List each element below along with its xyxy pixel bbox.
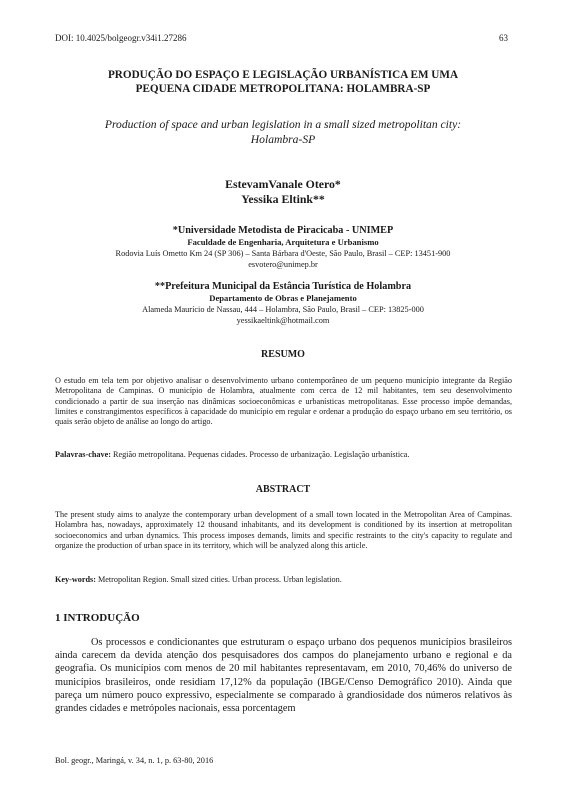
- author-1: EstevamVanale Otero*: [225, 177, 341, 191]
- affiliation-1: [40, 224, 526, 271]
- key-words-text: Metropolitan Region. Small sized cities. Urban process. Urban legislation.: [97, 575, 342, 584]
- palavras-chave-text: Região metropolitana. Pequenas cidades. Processo de urbanização. Legislação urbanística.: [112, 450, 410, 459]
- affiliation-1-email: esvotero@unimep.br: [248, 260, 318, 269]
- title-pt-line-2: PEQUENA CIDADE METROPOLITANA: HOLAMBRA-SP: [135, 83, 431, 95]
- abstract-heading: ABSTRACT: [255, 484, 311, 495]
- article-title-pt: [40, 68, 526, 96]
- affiliation-2-address: Alameda Maurício de Nassau, 444 – Holambra, São Paulo, Brasil – CEP: 13825-000: [142, 305, 424, 314]
- palavras-chave-label: Palavras-chave:: [55, 450, 111, 459]
- introduction-heading: 1 INTRODUÇÃO: [55, 612, 140, 624]
- key-words: [55, 575, 512, 586]
- introduction-paragraph: Os processos e condicionantes que estruturam o espaço urbano dos pequenos municípios brasileiros ainda carecem da devida atenção dos pesquisadores dos campos do planejamento urbano e regional e da geografia. Os municípios com menos de 20 mil habitantes representavam, em 2010, 70,46% do universo de municípios brasileiros, onde residiam 17,12% da população (IBGE/Censo Demográfico 2010). Ainda que pareça um número pouco expressivo, especialmente se comparado à grandiosidade dos números relativos às grandes cidades e metrópoles nacionais, essa porcentagem: [55, 637, 512, 715]
- title-pt-line-1: PRODUÇÃO DO ESPAÇO E LEGISLAÇÃO URBANÍSTICA EM UMA: [107, 69, 459, 81]
- resumo-heading: RESUMO: [261, 349, 305, 360]
- affiliation-2-email: yessikaeltink@hotmail.com: [236, 316, 330, 325]
- palavras-chave: [55, 450, 512, 461]
- page-number: 63: [499, 33, 508, 43]
- affiliation-2-department: Departamento de Obras e Planejamento: [209, 293, 357, 303]
- key-words-label: Key-words:: [55, 575, 96, 584]
- title-en-line-2: Holambra-SP: [250, 133, 316, 146]
- resumo-text: O estudo em tela tem por objetivo analisar o desenvolvimento urbano contemporâneo de um pequeno município integrante da Região Metropolitana de Campinas. O município de Holambra, atualmente com cerca de 12 mil habitantes, tem seu desenvolvimento condicionado a partir de sua inserção nas dinâmicas socioeconômicas e urbanísticas metropolitanas. Esse processo impõe demandas, limites e constrangimentos específicos à capacidade do município em regular e ordenar a produção do espaço urbano em seu território, os quais serão objeto de análise ao longo do artigo.: [55, 376, 512, 427]
- affiliation-1-department: Faculdade de Engenharia, Arquitetura e Urbanismo: [187, 237, 379, 247]
- author-2: Yessika Eltink**: [241, 192, 325, 206]
- affiliation-1-address: Rodovia Luís Ometto Km 24 (SP 306) – Santa Bárbara d'Oeste, São Paulo, Brasil – CEP: 13451-900: [115, 249, 451, 258]
- affiliation-2: [40, 280, 526, 327]
- title-en-line-1: Production of space and urban legislation in a small sized metropolitan city:: [104, 118, 462, 131]
- footer-citation: Bol. geogr., Maringá, v. 34, n. 1, p. 63-80, 2016: [55, 756, 214, 765]
- affiliation-2-institution: **Prefeitura Municipal da Estância Turística de Holambra: [154, 281, 412, 292]
- affiliation-1-institution: *Universidade Metodista de Piracicaba - UNIMEP: [172, 225, 394, 236]
- doi-text: DOI: 10.4025/bolgeogr.v34i1.27286: [55, 33, 187, 43]
- article-title-en: [40, 117, 526, 147]
- abstract-text: The present study aims to analyze the contemporary urban development of a small town located in the Metropolitan Area of Campinas. Holambra has, nowadays, approximately 12 thousand inhabitants, and its development is conditioned by its insertion at metropolitan socioeconomics and urban dynamics. This process imposes demands, limits and specific restraints to the city's capacity to regulate and organize the production of urban space in its territory, which will be analyzed along this article.: [55, 510, 512, 550]
- author-list: [40, 177, 526, 207]
